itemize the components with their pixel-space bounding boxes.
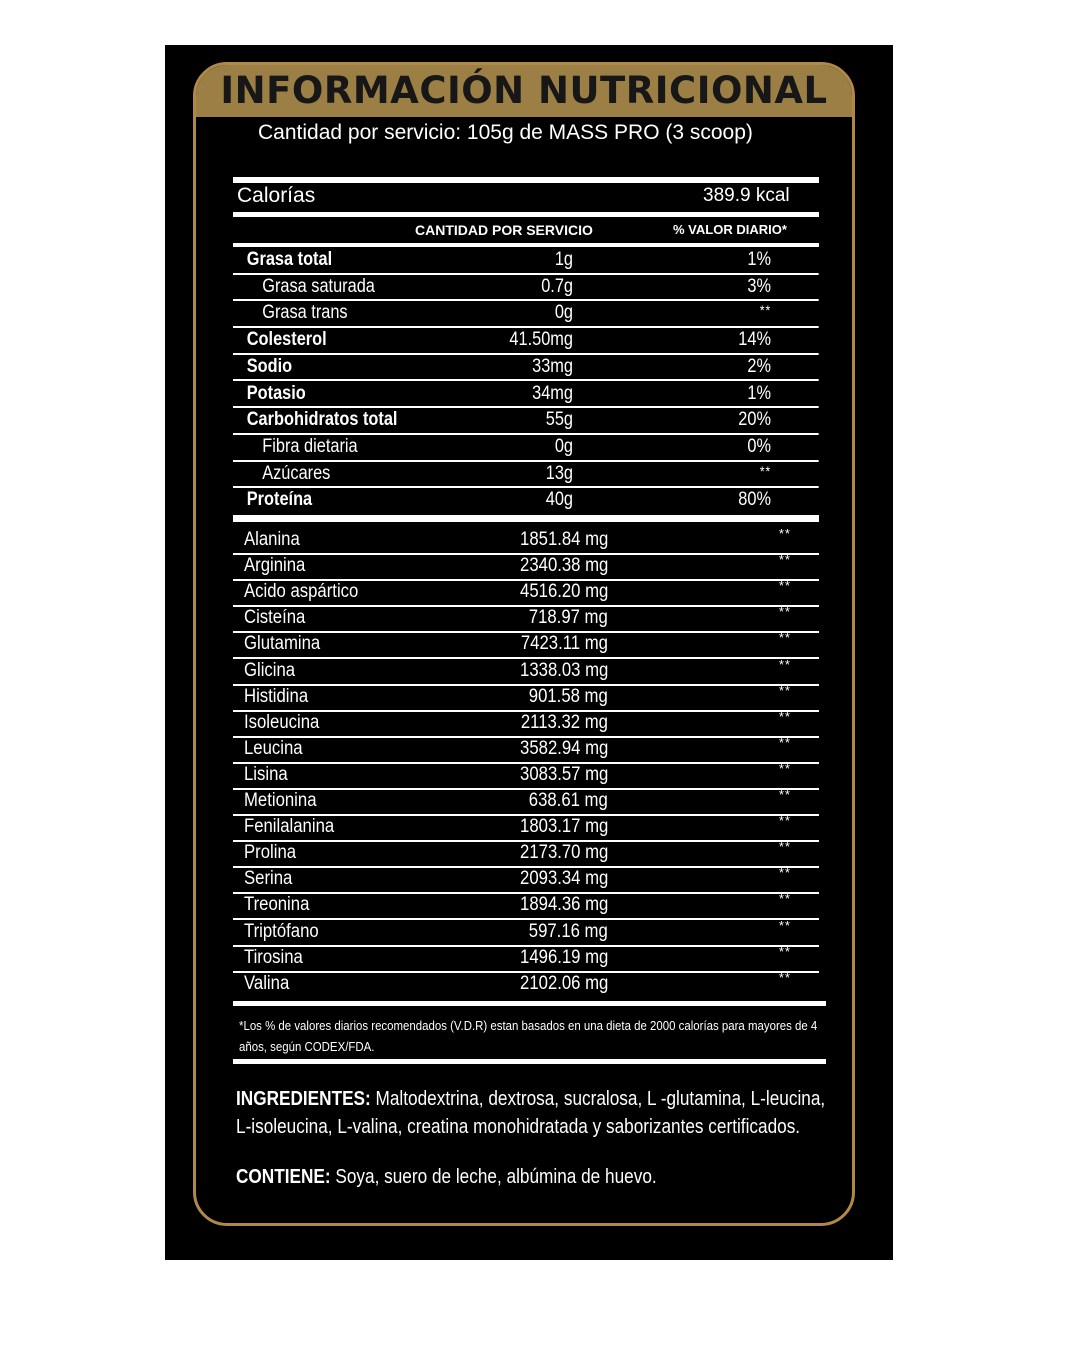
nutrient-daily-value: 1% bbox=[747, 382, 771, 404]
footnote: *Los % de valores diarios recomendados (V.D.R) estan basados en una dieta de 2000 calorías para mayores de 4 años, según CODEX/FDA. bbox=[239, 1018, 818, 1054]
amino-acid-amount: 2340.38 mg bbox=[519, 555, 608, 577]
amino-acid-amount: 7423.11 mg bbox=[520, 633, 608, 655]
nutrient-amount: 13g bbox=[545, 462, 574, 484]
column-header-daily-value: % VALOR DIARIO* bbox=[673, 222, 787, 237]
nutrient-row bbox=[233, 301, 819, 328]
amino-acid-row bbox=[233, 656, 819, 686]
amino-acid-amount: 2093.34 mg bbox=[519, 868, 608, 890]
amino-acid-amount: 638.61 mg bbox=[528, 790, 608, 811]
nutrient-amount: 0g bbox=[554, 302, 574, 324]
amino-acid-amount: 1894.36 mg bbox=[519, 894, 608, 916]
amino-acid-daily-value: ** bbox=[778, 552, 791, 568]
amino-acid-row bbox=[233, 604, 819, 633]
amino-acid-amount: 4516.20 mg bbox=[519, 581, 608, 603]
amino-acid-name: Cisteína bbox=[244, 607, 306, 629]
nutrient-row bbox=[233, 328, 819, 355]
amino-acid-daily-value: ** bbox=[778, 813, 791, 829]
thick-divider-top bbox=[233, 177, 819, 183]
amino-acid-daily-value: ** bbox=[778, 656, 791, 672]
calories-label: Calorías bbox=[237, 184, 316, 207]
amino-acid-row bbox=[233, 552, 819, 581]
thick-divider-amino-end bbox=[233, 1001, 826, 1006]
amino-acid-row bbox=[233, 526, 819, 555]
nutrient-daily-value: 1% bbox=[747, 249, 771, 270]
amino-acid-daily-value: ** bbox=[778, 526, 791, 541]
amino-acid-name: Fenilalanina bbox=[244, 816, 335, 838]
nutrient-row bbox=[233, 408, 819, 435]
nutrient-name: Azúcares bbox=[262, 462, 331, 484]
nutrient-daily-value: 80% bbox=[738, 489, 771, 511]
nutrient-amount: 41.50mg bbox=[509, 329, 574, 351]
amino-acid-daily-value: ** bbox=[778, 682, 791, 698]
amino-acid-daily-value: ** bbox=[778, 839, 791, 855]
amino-acid-amount: 2102.06 mg bbox=[519, 972, 608, 994]
amino-acid-amount: 597.16 mg bbox=[528, 920, 608, 942]
ingredients-text: Maltodextrina, dextrosa, sucralosa, L -glutamina, L-leucina, L-isoleucina, L-valina, creatina monohidratada y saborizantes certificados. bbox=[236, 1088, 826, 1138]
nutrient-name: Grasa saturada bbox=[262, 275, 375, 297]
contains bbox=[236, 1163, 829, 1191]
amino-acid-daily-value: ** bbox=[778, 578, 791, 594]
nutrient-amount: 40g bbox=[545, 489, 574, 511]
thick-divider-footnote bbox=[233, 1059, 826, 1064]
nutrient-row bbox=[233, 435, 819, 462]
nutrient-row bbox=[233, 248, 819, 275]
amino-acid-name: Treonina bbox=[244, 894, 310, 916]
amino-acid-row bbox=[233, 839, 819, 868]
amino-acid-amount: 3083.57 mg bbox=[519, 763, 608, 785]
amino-acid-name: Metionina bbox=[244, 790, 317, 811]
nutrient-row bbox=[233, 355, 819, 382]
amino-acid-row bbox=[233, 708, 819, 738]
amino-acid-name: Glutamina bbox=[244, 633, 321, 655]
contains-text: Soya, suero de leche, albúmina de huevo. bbox=[330, 1166, 657, 1188]
nutrient-name: Proteína bbox=[246, 489, 313, 511]
nutrient-name: Fibra dietaria bbox=[262, 435, 358, 457]
amino-acid-daily-value: ** bbox=[778, 943, 791, 959]
nutrient-row bbox=[233, 275, 819, 302]
nutrient-name: Carbohidratos total bbox=[246, 409, 398, 431]
amino-acid-amount: 2113.32 mg bbox=[520, 711, 608, 733]
amino-acid-row bbox=[233, 734, 819, 764]
nutrient-amount: 34mg bbox=[532, 382, 574, 404]
amino-acid-amount: 1851.84 mg bbox=[519, 529, 608, 550]
amino-acid-row bbox=[233, 578, 819, 607]
amino-acid-row bbox=[233, 760, 819, 790]
nutrient-amount: 0g bbox=[554, 435, 574, 457]
amino-acid-name: Leucina bbox=[244, 737, 303, 759]
amino-acid-amount: 901.58 mg bbox=[528, 685, 608, 707]
nutrient-amount: 0.7g bbox=[541, 275, 574, 297]
amino-acid-amount: 1496.19 mg bbox=[519, 946, 608, 968]
amino-acid-row bbox=[233, 969, 819, 999]
amino-acid-daily-value: ** bbox=[778, 969, 791, 985]
serving-size: Cantidad por servicio: 105g de MASS PRO (3 scoop) bbox=[258, 121, 753, 144]
page-title: INFORMACIÓN NUTRICIONAL bbox=[220, 69, 828, 112]
amino-acid-name: Prolina bbox=[244, 842, 297, 864]
calories-value: 389.9 kcal bbox=[703, 185, 790, 206]
amino-acid-row bbox=[233, 891, 819, 920]
thick-divider-header bbox=[233, 243, 819, 247]
amino-acid-daily-value: ** bbox=[778, 865, 791, 881]
contains-label: CONTIENE: bbox=[236, 1166, 331, 1188]
amino-acid-amount: 1338.03 mg bbox=[519, 659, 608, 681]
nutrient-daily-value: ** bbox=[759, 462, 771, 479]
amino-acid-name: Acido aspártico bbox=[244, 581, 359, 603]
amino-acid-name: Arginina bbox=[244, 555, 306, 577]
nutrient-row bbox=[233, 488, 819, 515]
nutrient-amount: 1g bbox=[554, 249, 574, 270]
nutrient-name: Potasio bbox=[246, 382, 306, 404]
thick-divider-calories bbox=[233, 212, 819, 217]
nutrient-name: Grasa total bbox=[246, 249, 333, 270]
amino-acid-name: Glicina bbox=[244, 659, 296, 681]
nutrient-daily-value: 3% bbox=[747, 275, 771, 297]
amino-acid-amount: 1803.17 mg bbox=[519, 816, 608, 838]
nutrient-row bbox=[233, 462, 819, 489]
nutrient-daily-value: 14% bbox=[738, 329, 771, 351]
amino-acid-row bbox=[233, 813, 819, 842]
amino-acid-amount: 3582.94 mg bbox=[519, 737, 608, 759]
nutrient-daily-value: 0% bbox=[747, 435, 771, 457]
nutrient-amount: 55g bbox=[545, 409, 574, 431]
column-header-amount: CANTIDAD POR SERVICIO bbox=[415, 222, 593, 238]
amino-acid-name: Lisina bbox=[244, 763, 288, 785]
amino-acid-name: Valina bbox=[244, 972, 290, 994]
amino-acid-row bbox=[233, 943, 819, 973]
thick-divider-protein bbox=[233, 515, 819, 522]
amino-acid-daily-value: ** bbox=[778, 708, 791, 724]
nutrient-name: Colesterol bbox=[246, 329, 327, 351]
nutrient-daily-value: 2% bbox=[747, 355, 771, 377]
amino-acid-row bbox=[233, 682, 819, 712]
nutrient-name: Grasa trans bbox=[262, 302, 348, 324]
amino-acid-daily-value: ** bbox=[778, 734, 791, 750]
amino-acid-name: Isoleucina bbox=[244, 711, 320, 733]
amino-acid-name: Tirosina bbox=[244, 946, 303, 968]
amino-acid-daily-value: ** bbox=[778, 630, 791, 646]
nutrient-daily-value: 20% bbox=[738, 409, 771, 431]
amino-acid-daily-value: ** bbox=[778, 787, 791, 802]
nutrient-daily-value: ** bbox=[759, 302, 771, 319]
amino-acid-row bbox=[233, 917, 819, 947]
amino-acid-daily-value: ** bbox=[778, 604, 791, 620]
amino-acid-daily-value: ** bbox=[778, 760, 791, 776]
amino-acid-name: Triptófano bbox=[244, 920, 319, 942]
title-band bbox=[196, 65, 852, 117]
amino-acid-row bbox=[233, 865, 819, 894]
amino-acid-daily-value: ** bbox=[778, 917, 791, 933]
nutrient-amount: 33mg bbox=[532, 355, 574, 377]
amino-acid-amount: 718.97 mg bbox=[528, 607, 608, 629]
amino-acid-amount: 2173.70 mg bbox=[519, 842, 608, 864]
amino-acid-name: Serina bbox=[244, 868, 293, 890]
amino-acid-row bbox=[233, 630, 819, 659]
amino-acid-daily-value: ** bbox=[778, 891, 791, 907]
amino-acid-name: Alanina bbox=[244, 529, 300, 550]
ingredients bbox=[236, 1085, 829, 1141]
nutrient-name: Sodio bbox=[246, 355, 293, 377]
amino-acid-name: Histidina bbox=[244, 685, 309, 707]
nutrient-row bbox=[233, 382, 819, 409]
amino-acid-row bbox=[233, 787, 819, 816]
ingredients-label: INGREDIENTES: bbox=[236, 1088, 371, 1110]
